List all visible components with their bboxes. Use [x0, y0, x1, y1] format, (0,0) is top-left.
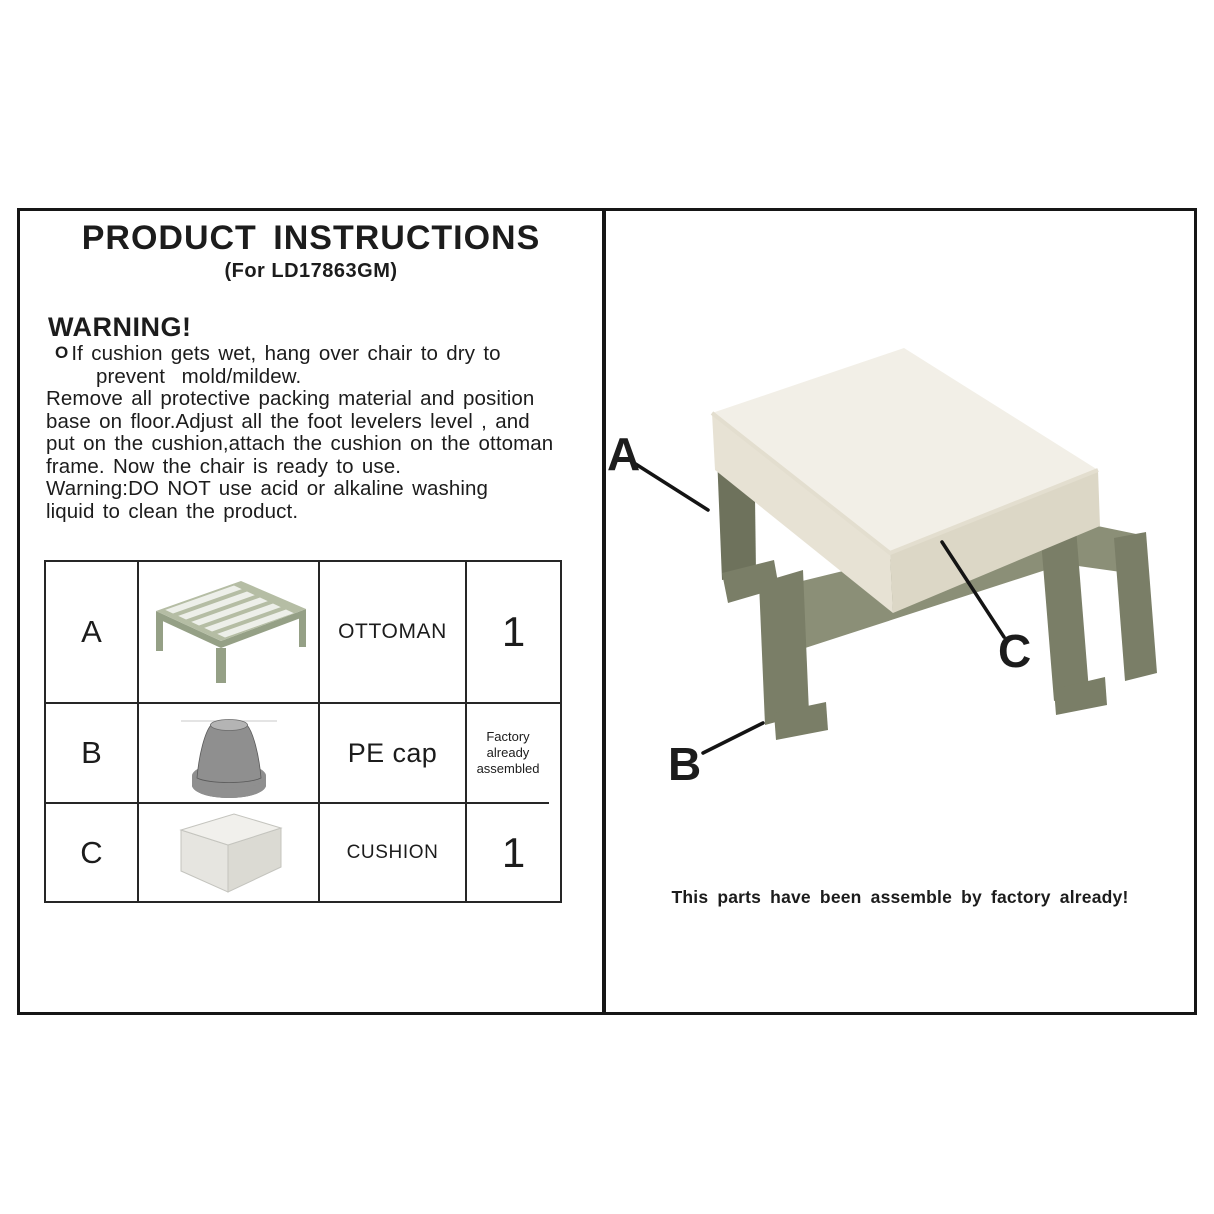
part-qty: Factory already assembled — [467, 704, 549, 804]
warning-line: Remove all protective packing material and position — [46, 387, 535, 410]
warning-line: liquid to clean the product. — [46, 499, 299, 523]
warning-line: Warning:DO NOT use acid or alkaline washing — [46, 477, 489, 500]
cushion-part-shape — [181, 814, 281, 892]
part-letter: B — [46, 704, 139, 804]
part-name: OTTOMAN — [320, 562, 467, 704]
warning-line: frame. Now the chair is ready to use. — [46, 454, 402, 478]
pe-cap-shape — [181, 719, 277, 798]
title-block — [20, 219, 602, 283]
warning-heading: WARNING! — [48, 312, 192, 342]
part-name: PE cap — [320, 704, 467, 804]
circle-bullet-icon: O — [55, 343, 69, 362]
part-image-cell — [139, 704, 320, 804]
callout-label-a: A — [607, 428, 641, 480]
warning-line: prevent mold/mildew. — [96, 364, 302, 388]
page-title: PRODUCT INSTRUCTIONS — [81, 219, 541, 257]
part-letter: A — [46, 562, 139, 704]
part-qty: 1 — [501, 828, 526, 876]
callout-line-b — [703, 723, 763, 753]
callout-label-b: B — [668, 738, 702, 790]
part-image-cell — [139, 562, 320, 704]
cushion-image — [168, 807, 290, 899]
warning-body — [46, 342, 580, 523]
page-subtitle: (For LD17863GM) — [224, 260, 398, 282]
instruction-sheet — [17, 208, 1197, 1015]
callout-line-a — [634, 463, 708, 510]
part-letter: C — [46, 804, 139, 901]
left-panel — [20, 211, 606, 1012]
part-name: CUSHION — [320, 804, 467, 901]
ottoman-frame-image — [146, 571, 312, 693]
warning-line: base on floor.Adjust all the foot levelers level , and — [46, 409, 530, 433]
warning-line — [46, 342, 580, 366]
warning-line: put on the cushion,attach the cushion on the ottoman — [46, 432, 554, 455]
parts-table — [44, 560, 562, 903]
pe-cap-image — [169, 706, 289, 801]
part-image-cell — [139, 804, 320, 901]
right-panel — [606, 211, 1194, 1012]
callout-label-c: C — [998, 625, 1032, 677]
warning-line-text: If cushion gets wet, hang over chair to dry to — [71, 342, 501, 365]
ottoman-frame-shape — [156, 581, 306, 683]
part-qty: 1 — [467, 562, 560, 704]
assembly-note: This parts have been assemble by factory already! — [671, 887, 1129, 907]
